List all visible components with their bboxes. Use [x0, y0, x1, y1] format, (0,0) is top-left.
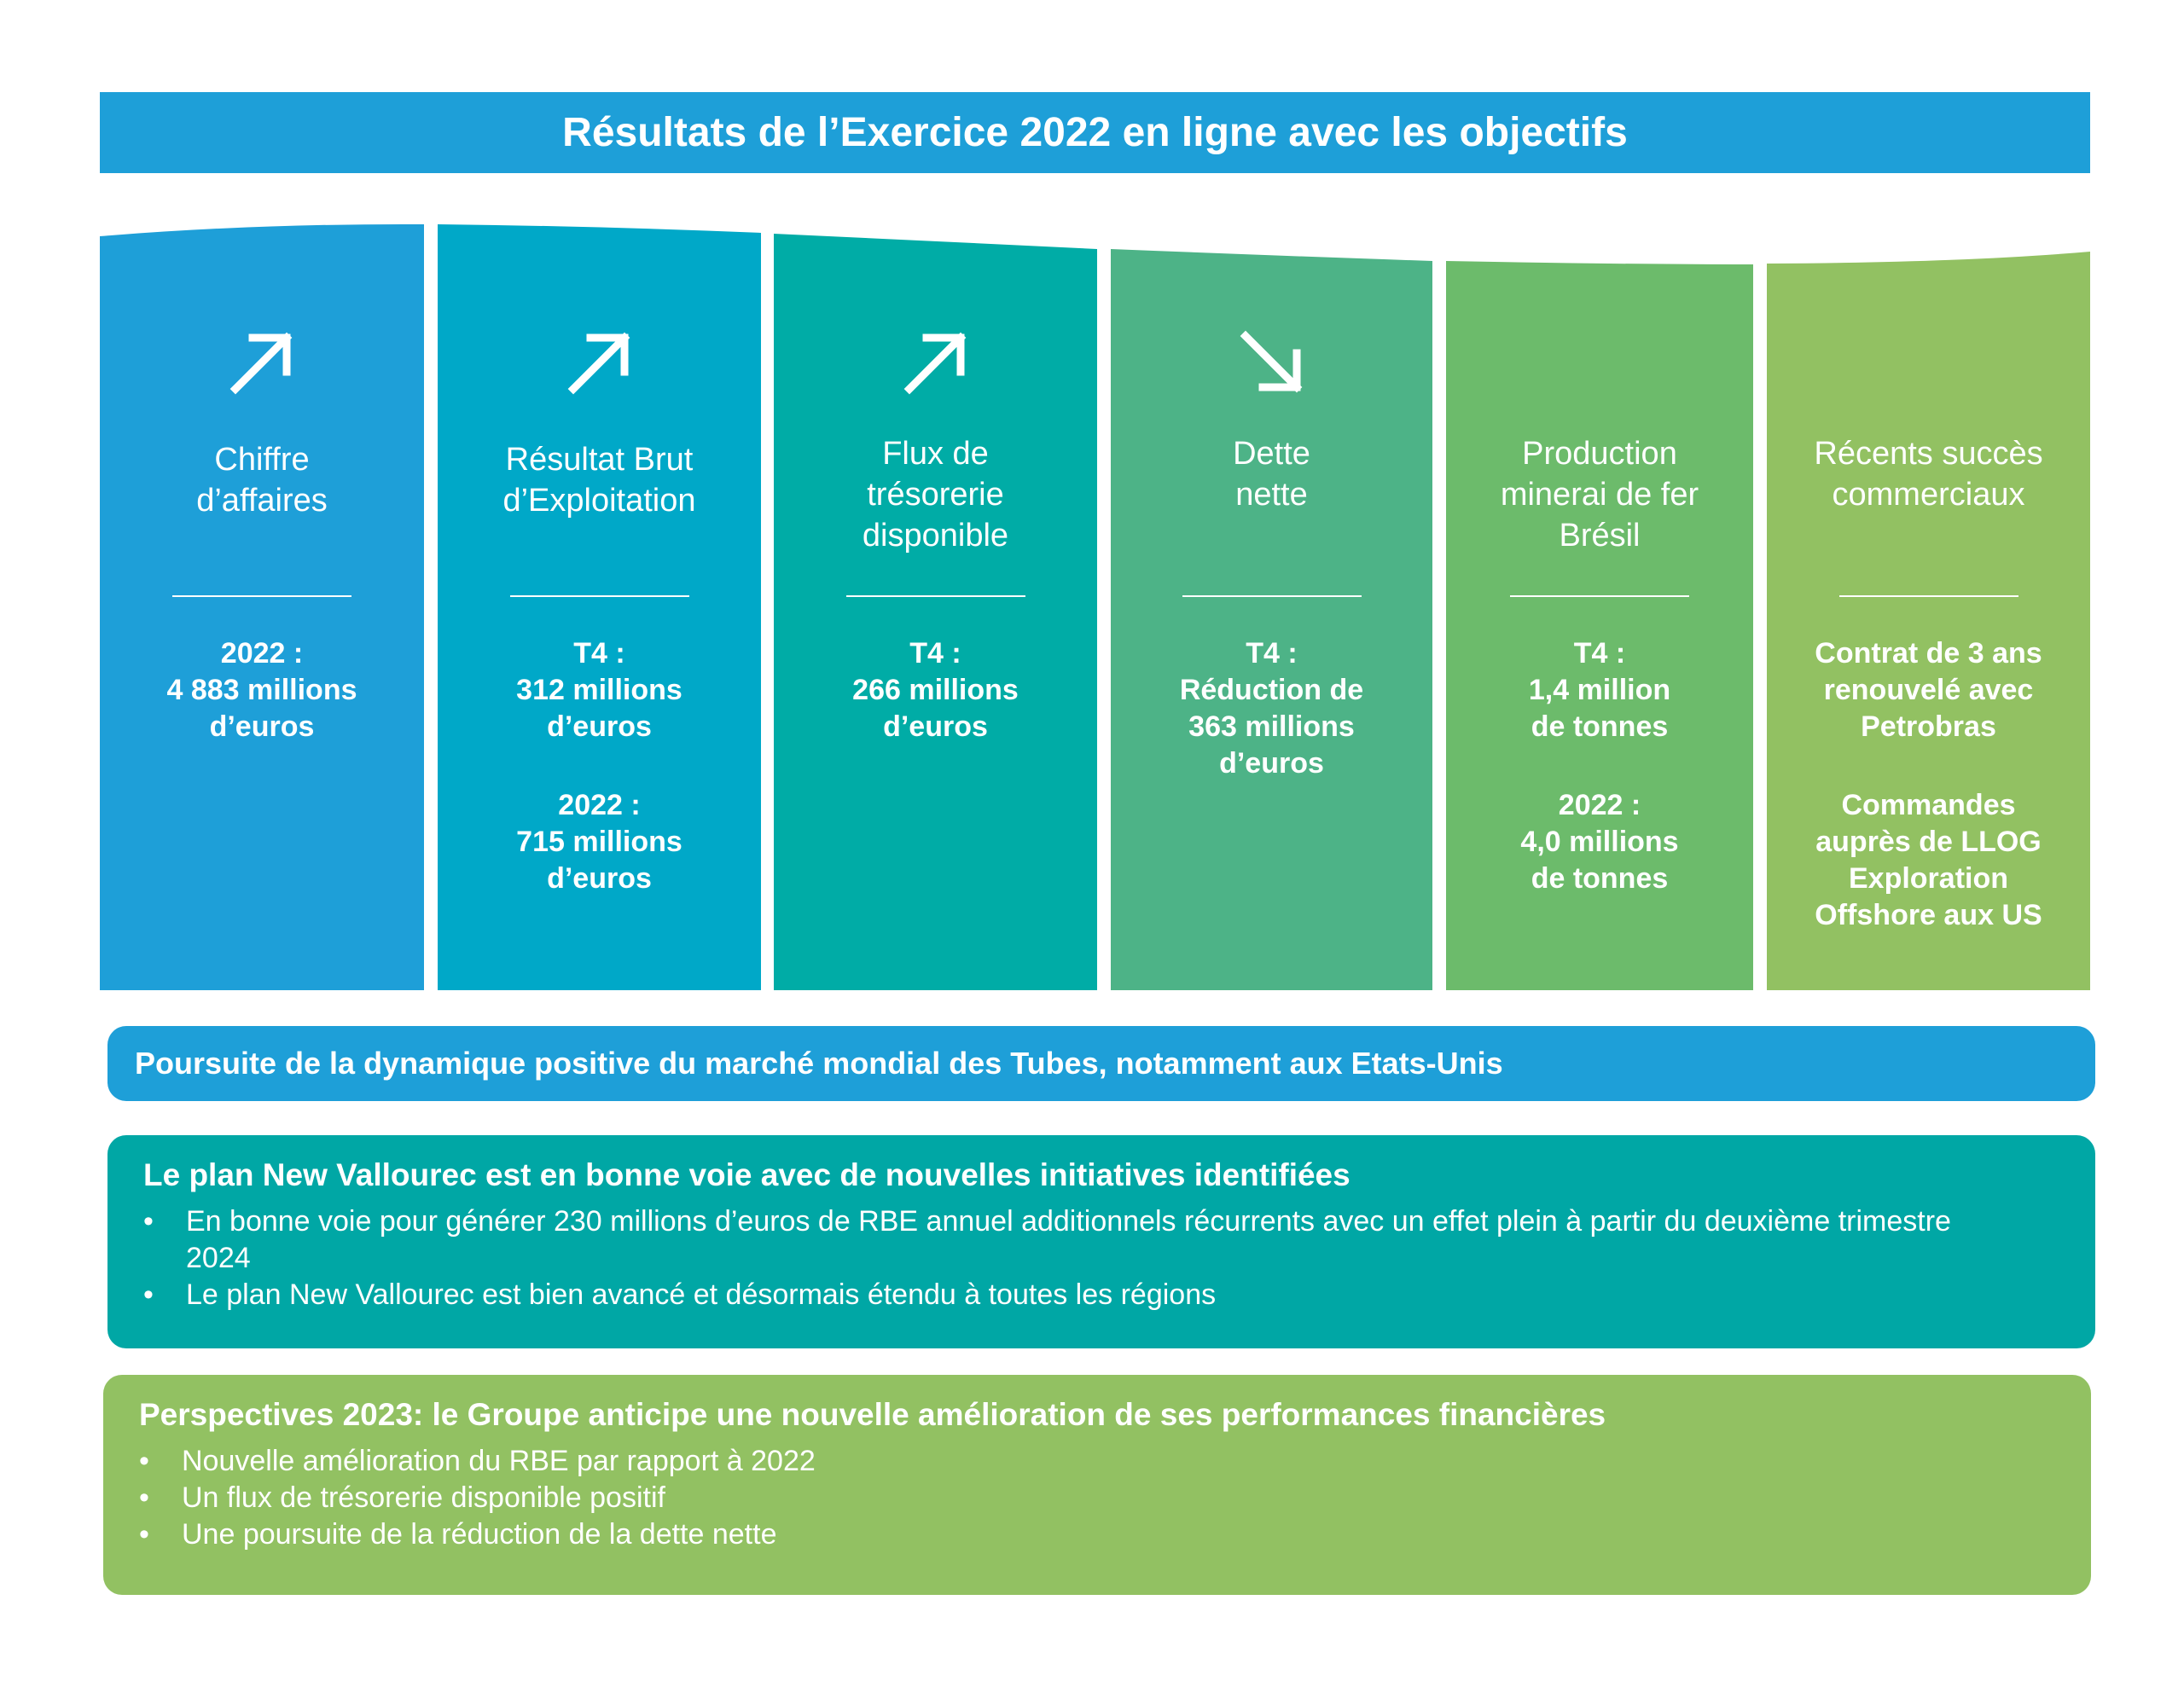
kpi-values: T4 : Réduction de 363 millions d’euros	[1179, 637, 1364, 780]
kpi-label: Production minerai de fer Brésil	[1500, 436, 1699, 554]
kpi-label: Flux de trésorerie disponible	[862, 436, 1009, 554]
divider	[846, 595, 1025, 597]
list-item: • Un flux de trésorerie disponible positif	[139, 1480, 2016, 1516]
market-dynamics-box	[107, 1026, 2095, 1101]
divider	[1510, 595, 1689, 597]
list-item: • Le plan New Vallourec est bien avancé et désormais étendu à toutes les régions	[143, 1277, 2020, 1313]
plan-title: Le plan New Vallourec est en bonne voie avec de nouvelles initiatives identifiées	[143, 1157, 1350, 1192]
kpi-values: T4 : 312 millions d’euros 2022 : 715 millions d’euros	[516, 637, 682, 895]
outlook-bullets	[139, 1443, 2016, 1553]
kpi-values: Contrat de 3 ans renouvelé avec Petrobras Commandes auprès de LLOG Exploration Offshore aux US	[1815, 637, 2042, 931]
outlook-2023-box	[103, 1375, 2091, 1595]
outlook-title: Perspectives 2023: le Groupe anticipe une nouvelle amélioration de ses performances financières	[139, 1397, 1606, 1432]
arrow-up-right-icon	[224, 324, 300, 401]
market-dynamics-text: Poursuite de la dynamique positive du marché mondial des Tubes, notamment aux Etats-Unis	[135, 1046, 1503, 1081]
plan-bullets	[143, 1203, 2020, 1313]
divider	[172, 595, 351, 597]
page-title: Résultats de l’Exercice 2022 en ligne avec les objectifs	[100, 92, 2090, 173]
divider	[1839, 595, 2018, 597]
kpi-label: Récents succès commerciaux	[1814, 436, 2043, 513]
arrow-down-right-icon	[1234, 324, 1310, 401]
kpi-label: Chiffre d’affaires	[196, 442, 328, 519]
divider	[1182, 595, 1362, 597]
kpi-values: T4 : 1,4 million de tonnes 2022 : 4,0 millions de tonnes	[1520, 637, 1679, 895]
arrow-up-right-icon	[897, 324, 974, 401]
list-item: • Nouvelle amélioration du RBE par rapport à 2022	[139, 1443, 2016, 1480]
divider	[510, 595, 689, 597]
arrow-up-right-icon	[561, 324, 638, 401]
kpi-values: T4 : 266 millions d’euros	[852, 637, 1019, 743]
list-item: • En bonne voie pour générer 230 millions d’euros de RBE annuel additionnels récurrents avec un effet plein à partir du deuxième trimestre 2024	[143, 1203, 2020, 1277]
kpi-values: 2022 : 4 883 millions d’euros	[166, 637, 357, 743]
kpi-label: Résultat Brut d’Exploitation	[502, 442, 696, 519]
kpi-label: Dette nette	[1233, 436, 1310, 513]
list-item: • Une poursuite de la réduction de la dette nette	[139, 1516, 2016, 1553]
new-vallourec-plan-box	[107, 1135, 2095, 1348]
